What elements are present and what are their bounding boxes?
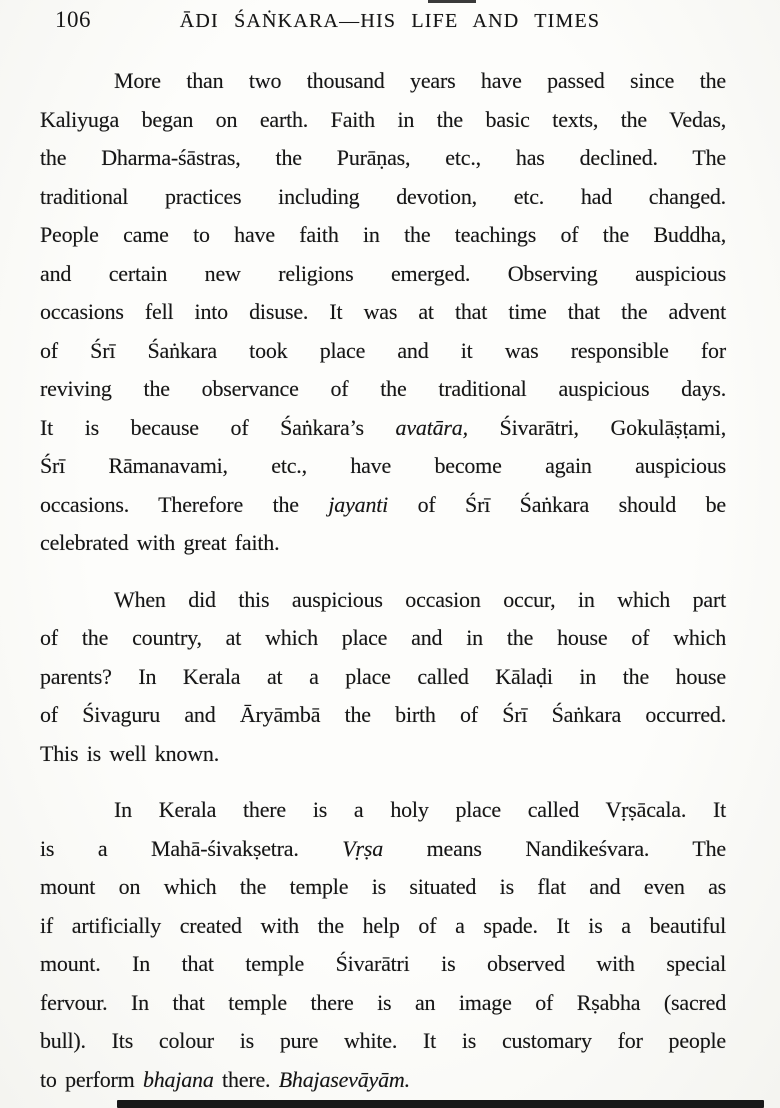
text-line bbox=[40, 216, 726, 255]
text-segment: parents? In Kerala at a place called Kālaḍi in the house bbox=[40, 663, 726, 689]
italic-text-segment: avatāra, bbox=[395, 414, 468, 440]
paragraph bbox=[40, 791, 726, 1099]
text-segment: Kaliyuga began on earth. Faith in the basic texts, the Vedas, bbox=[40, 106, 726, 132]
text-segment: of the country, at which place and in the house of which bbox=[40, 625, 726, 650]
text-segment: People came to have faith in the teachings of the Buddha, bbox=[40, 222, 726, 247]
text-line bbox=[40, 735, 726, 774]
text-segment: occasions fell into disuse. It was at that time that the advent bbox=[40, 299, 726, 324]
text-segment: means Nandikeśvara. The bbox=[383, 835, 726, 861]
text-segment: reviving the observance of the traditional auspicious days. bbox=[40, 376, 726, 401]
text-segment: In Kerala there is a holy place called Vṛṣācala. It bbox=[114, 797, 726, 822]
text-line bbox=[40, 139, 726, 178]
text-line bbox=[40, 370, 726, 409]
text-segment: This is well known. bbox=[40, 740, 219, 766]
cutoff-text-line-artifact bbox=[117, 1100, 764, 1108]
text-line bbox=[40, 696, 726, 735]
text-line bbox=[40, 984, 726, 1023]
text-segment: More than two thousand years have passed since the bbox=[114, 68, 726, 93]
text-segment: mount on which the temple is situated is flat and even as bbox=[40, 874, 726, 899]
text-line bbox=[40, 619, 726, 658]
text-segment: It is because of Śaṅkara’s bbox=[40, 414, 396, 440]
text-line bbox=[40, 868, 726, 907]
text-line bbox=[40, 1022, 726, 1061]
text-segment: celebrated with great faith. bbox=[40, 530, 280, 555]
text-line bbox=[40, 907, 726, 946]
text-line bbox=[40, 62, 726, 101]
text-segment: there. bbox=[213, 1066, 279, 1092]
text-segment: mount. In that temple Śivarātri is observed with special bbox=[40, 951, 726, 976]
text-segment: is a Mahā-śivakṣetra. bbox=[40, 835, 343, 861]
text-line bbox=[40, 101, 726, 140]
text-segment: When did this auspicious occasion occur, in which part bbox=[114, 586, 726, 612]
paragraph bbox=[40, 581, 726, 774]
text-line bbox=[40, 293, 726, 332]
paragraph bbox=[40, 62, 726, 563]
text-line bbox=[40, 791, 726, 830]
text-line bbox=[40, 1061, 726, 1100]
text-line bbox=[40, 524, 726, 563]
text-line bbox=[40, 945, 726, 984]
text-segment: of Śrī Śaṅkara should be bbox=[388, 491, 726, 517]
text-line bbox=[40, 658, 726, 697]
text-line bbox=[40, 447, 726, 486]
italic-text-segment: Vṛṣa bbox=[342, 835, 384, 861]
running-header bbox=[0, 0, 780, 52]
text-line bbox=[40, 332, 726, 371]
text-segment: and certain new religions emerged. Observing auspicious bbox=[40, 260, 726, 286]
text-line bbox=[40, 830, 726, 869]
text-segment: fervour. In that temple there is an image of Rṣabha (sacred bbox=[40, 989, 726, 1015]
text-line bbox=[40, 178, 726, 217]
text-segment: occasions. Therefore the bbox=[40, 491, 329, 517]
page-body bbox=[0, 52, 780, 1099]
text-line bbox=[40, 486, 726, 525]
text-segment: bull). Its colour is pure white. It is customary for people bbox=[40, 1028, 726, 1053]
italic-text-segment: jayanti bbox=[328, 491, 389, 517]
text-segment: of Śrī Śaṅkara took place and it was responsible for bbox=[40, 337, 726, 363]
italic-text-segment: bhajana bbox=[142, 1066, 214, 1092]
text-segment: Śivarātri, Gokulāṣṭami, bbox=[467, 414, 726, 440]
text-segment: traditional practices including devotion, etc. had changed. bbox=[40, 183, 726, 209]
text-line bbox=[40, 581, 726, 620]
text-segment: the Dharma-śāstras, the Purāṇas, etc., has declined. The bbox=[40, 145, 726, 170]
running-title: ĀDI ŚAṄKARA—HIS LIFE AND TIMES bbox=[179, 10, 601, 32]
italic-text-segment: Bhajasevāyām. bbox=[278, 1066, 410, 1092]
text-segment: of Śivaguru and Āryāmbā the birth of Śrī Śaṅkara occurred. bbox=[40, 702, 726, 727]
text-line bbox=[40, 255, 726, 294]
text-line bbox=[40, 409, 726, 448]
page-number: 106 bbox=[55, 7, 91, 32]
text-segment: to perform bbox=[40, 1066, 143, 1092]
text-segment: Śrī Rāmanavami, etc., have become again auspicious bbox=[40, 453, 726, 478]
text-segment: if artificially created with the help of a spade. It is a beautiful bbox=[40, 912, 726, 938]
